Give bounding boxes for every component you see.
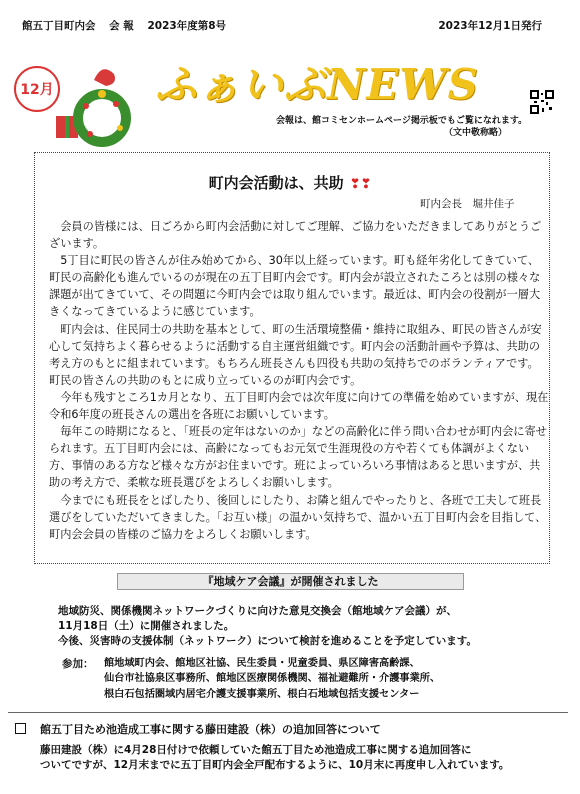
paragraph: 今年も残すところ1カ月となり、五丁目町内会では次年度に向けての準備を始めていますが、現在令和6年度の班長さんの選出を各班にお願いしています。 [49, 390, 549, 422]
honorific-note: （文中敬称略） [444, 128, 508, 138]
article-body [49, 218, 549, 543]
paragraph: 今までにも班長をとばしたり、後回しにしたり、お隣と組んでやったりと、各班で工夫して班長選びをしていただいてきました。「お互い様」の温かい気持ちで、温かい五丁目町内会を目指して、町内会会員の皆様のご協力をよろしくお願いします。 [49, 493, 547, 541]
masthead-title: ふぁいぶNEWS [155, 60, 479, 109]
wreath-icon [54, 60, 134, 150]
section-body [40, 743, 560, 773]
section-heading: 『地域ケア会議』が開催されました [117, 573, 464, 590]
bulletin-label: 会 報 [109, 20, 134, 32]
issue-number: 2023年度第8号 [147, 20, 226, 32]
participants-label: 参加： [62, 658, 94, 670]
text-line: 地域防災、関係機関ネットワークづくりに向けた意見交換会（館地域ケア会議）が、 [58, 605, 457, 617]
qr-code-icon [530, 90, 554, 114]
paragraph: 町内会は、住民同士の共助を基本として、町の生活環境整備・維持に取組み、町民の皆さんが安心して気持ちよく暮らせるように活動する自主運営組織です。町内会の活動計画や予算は、共助の考え方のもとに組まれています。もちろん班長さんも四役も共助の気持ちでのボランティアです。町民の皆さんの共助のもとに成り立っているのが町内会です。 [49, 322, 542, 387]
article-author: 町内会長 堀井佳子 [420, 198, 515, 210]
text-line: 藤田建設（株）に4月28日付けで依頼していた館五丁目ため池造成工事に関する追加回答に [40, 744, 472, 756]
text-line: ついてですが、12月末までに五丁目町内会全戸配布するように、10月末に再度申し入れています。 [40, 759, 510, 771]
text-line: 11月18日（土）に開催されました。 [58, 620, 235, 632]
section-title: 館五丁目ため池造成工事に関する藤田建設（株）の追加回答について [40, 723, 381, 736]
divider [8, 712, 568, 713]
list-item: 館地域町内会、館地区社協、民生委員・児童委員、県区障害高齢課、 [104, 658, 420, 669]
article-title [0, 172, 580, 193]
header-left [22, 18, 236, 33]
list-item: 仙台市社協泉区事務所、館地区医療関係機関、福祉避難所・介護事業所、 [104, 673, 441, 685]
month-badge: 12月 [14, 66, 60, 112]
association-name: 館五丁目町内会 [22, 20, 96, 32]
hearts-icon: ❣❣ [349, 177, 372, 192]
list-item: 根白石包括圏域内居宅介護支援事業所、根白石地域包括支援センター [104, 688, 420, 700]
section-body [58, 604, 548, 649]
checkbox-icon [15, 723, 26, 734]
paragraph: 5丁目に町民の皆さんが住み始めてから、30年以上経っています。町も経年劣化してきていて、町民の高齢化も進んでいるのが現在の五丁目町内会です。町内会が設立されたころとは別の様々な課題が出てきていて、その問題に今町内会では取り組んでいます。最近は、町内会の役割が一層大きくなってきているように感じています。 [49, 254, 541, 319]
website-note: 会報は、館コミセンホームページ掲示板でもご覧になれます。 [276, 116, 528, 126]
paragraph: 会員の皆様には、日ごろから町内会活動に対してご理解、ご協力をいただきましてありがとうございます。 [49, 220, 542, 251]
participants-list [104, 656, 544, 702]
paragraph: 毎年この時期になると、「班長の定年はないのか」などの高齢化に伴う問い合わせが町内会に寄せられます。五丁目町内会には、高齢になってもお元気で生涯現役の方や若くても体調がよくない方、事情のある方など様々な方がお住まいです。班によっていろいろ事情はあると思いますが、共助の考え方で、柔軟な班長選びをよろしくお願いします。 [49, 425, 547, 490]
article-title-text: 町内会活動は、共助 [208, 174, 344, 192]
issue-date: 2023年12月1日発行 [438, 20, 542, 32]
text-line: 今後、災害時の支援体制（ネットワーク）について検討を進めることを予定しています。 [58, 635, 477, 647]
